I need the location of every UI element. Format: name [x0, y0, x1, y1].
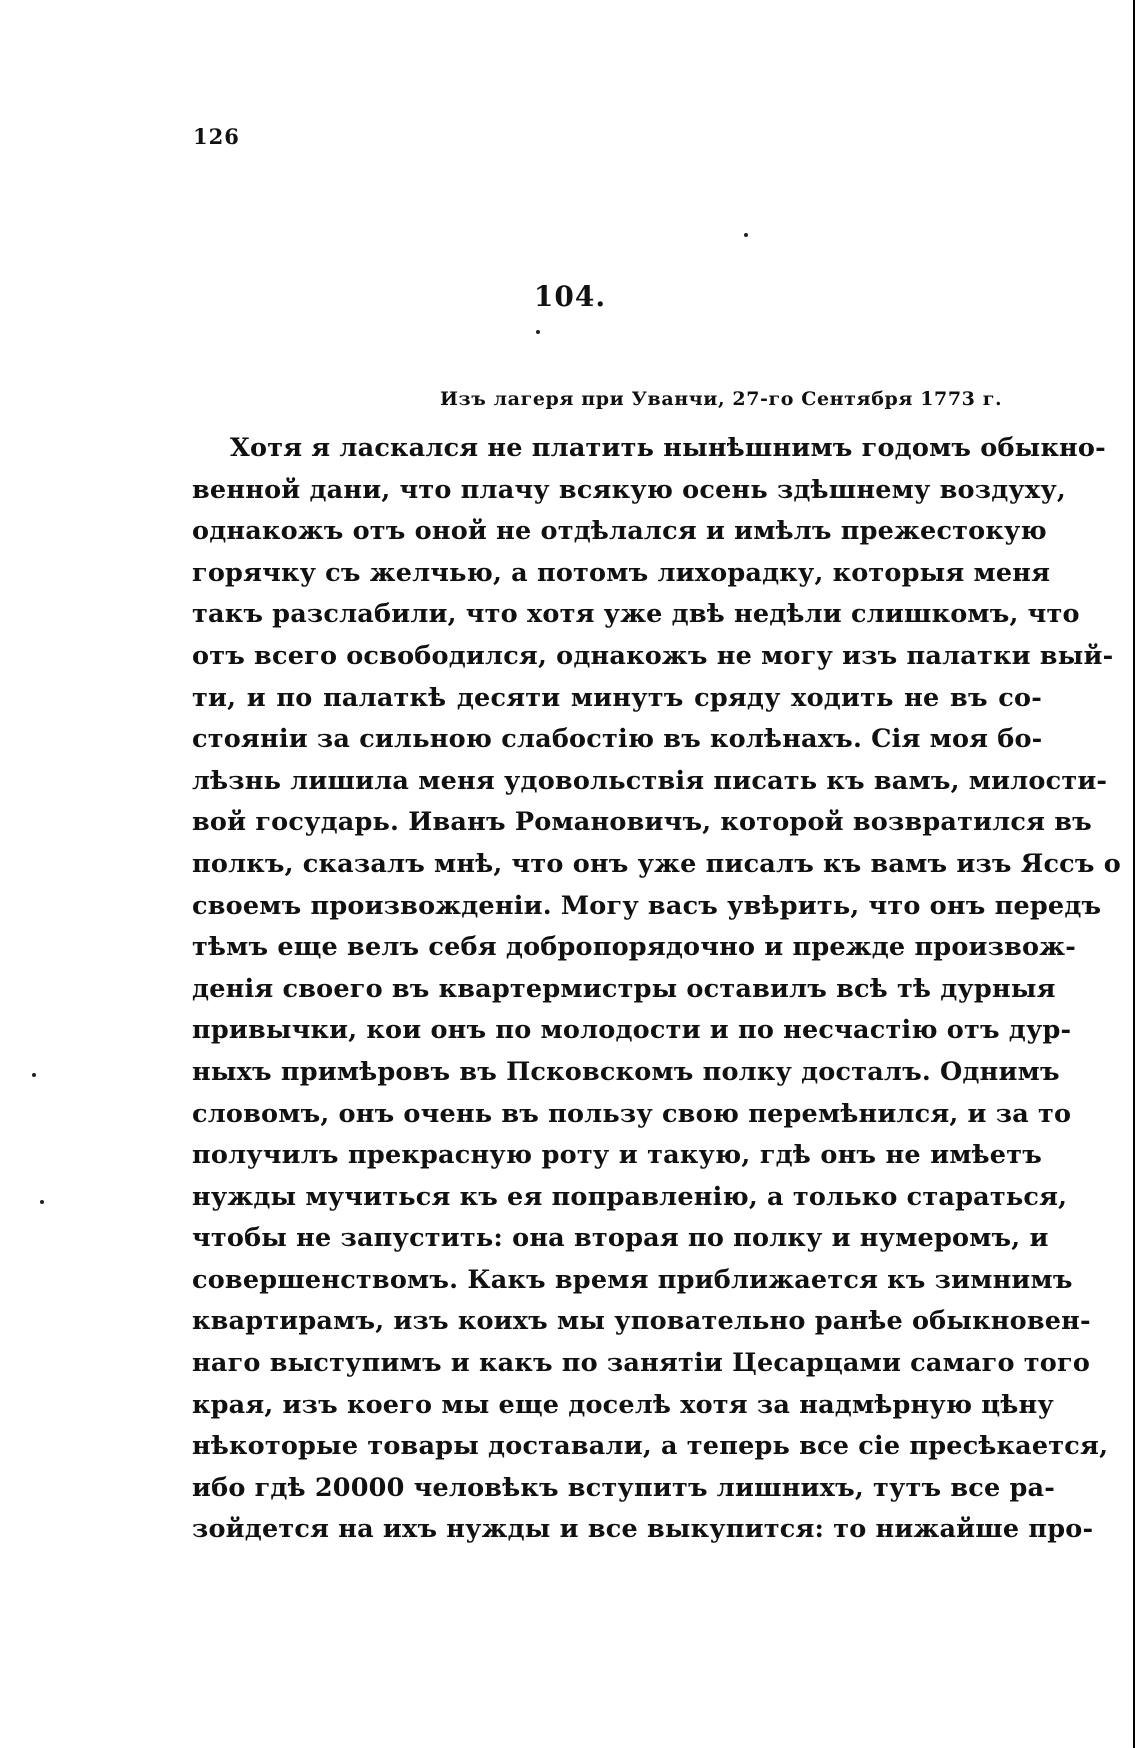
body-line: края, изъ коего мы еще доселѣ хотя за надмѣрную цѣну	[192, 1389, 1054, 1420]
body-line: стояніи за сильною слабостію въ колѣнахъ. Сія моя бо-	[192, 724, 1043, 755]
body-line: нужды мучиться къ ея поправленію, а только стараться,	[192, 1181, 1068, 1212]
dateline: Изъ лагеря при Уванчи, 27-го Сентября 1773 г.	[440, 388, 1003, 410]
page-edge-rule	[1133, 0, 1135, 1748]
body-line: квартирамъ, изъ коихъ мы уповательно ранѣе обыкновен-	[192, 1306, 1091, 1337]
body-line: словомъ, онъ очень въ пользу свою перемѣнился, и за то	[192, 1098, 1072, 1129]
body-line: однакожъ отъ оной не отдѣлался и имѣлъ прежестокую	[192, 516, 1047, 547]
page-number: 126	[193, 124, 240, 149]
body-line: ныхъ примѣровъ въ Псковскомъ полку досталъ. Однимъ	[192, 1056, 1060, 1087]
letter-number: 104.	[533, 280, 607, 313]
scan-speck	[40, 1200, 44, 1204]
body-line: венной дани, что плачу всякую осень здѣшнему воздуху,	[192, 474, 1066, 505]
scan-speck	[536, 330, 540, 334]
scan-speck	[32, 1073, 36, 1077]
body-line: ти, и по палаткѣ десяти минутъ сряду ходить не въ со-	[192, 682, 1042, 713]
body-line: своемъ произвожденіи. Могу васъ увѣрить, что онъ передъ	[192, 890, 1102, 921]
body-line: денія своего въ квартермистры оставилъ всѣ тѣ дурныя	[192, 973, 1056, 1004]
body-line: совершенствомъ. Какъ время приближается къ зимнимъ	[192, 1264, 1073, 1295]
body-line: горячку съ желчью, а потомъ лихорадку, которыя меня	[192, 557, 1051, 588]
body-line: наго выступимъ и какъ по занятіи Цесарцами самаго того	[192, 1348, 1091, 1379]
body-line: вой государь. Иванъ Романовичъ, которой возвратился въ	[192, 807, 1092, 838]
body-line: отъ всего освободился, однакожъ не могу изъ палатки вый-	[192, 640, 1114, 671]
body-line: чтобы не запустить: она вторая по полку и нумеромъ, и	[192, 1223, 1049, 1254]
body-line: нѣкоторые товары доставали, а теперь все сіе пресѣкается,	[192, 1431, 1109, 1462]
body-line: зойдется на ихъ нужды и все выкупится: то нижайше про-	[192, 1514, 1094, 1545]
body-line: тѣмъ еще велъ себя добропорядочно и прежде произвож-	[192, 932, 1076, 963]
letter-body	[192, 428, 1121, 1551]
body-line: получилъ прекрасную роту и такую, гдѣ онъ не имѣетъ	[192, 1140, 1042, 1171]
scan-speck	[744, 233, 748, 237]
body-line: Хотя я ласкался не платить нынѣшнимъ годомъ обыкно-	[230, 433, 1106, 463]
body-line: привычки, кои онъ по молодости и по несчастію отъ дур-	[192, 1015, 1072, 1046]
body-line: полкъ, сказалъ мнѣ, что онъ уже писалъ къ вамъ изъ Яссъ о	[192, 848, 1121, 879]
body-line: ибо гдѣ 20000 человѣкъ вступитъ лишнихъ, тутъ все ра-	[192, 1472, 1056, 1503]
body-line: такъ разслабили, что хотя уже двѣ недѣли слишкомъ, что	[192, 599, 1080, 630]
body-line: лѣзнь лишила меня удовольствія писать къ вамъ, милости-	[192, 765, 1108, 796]
